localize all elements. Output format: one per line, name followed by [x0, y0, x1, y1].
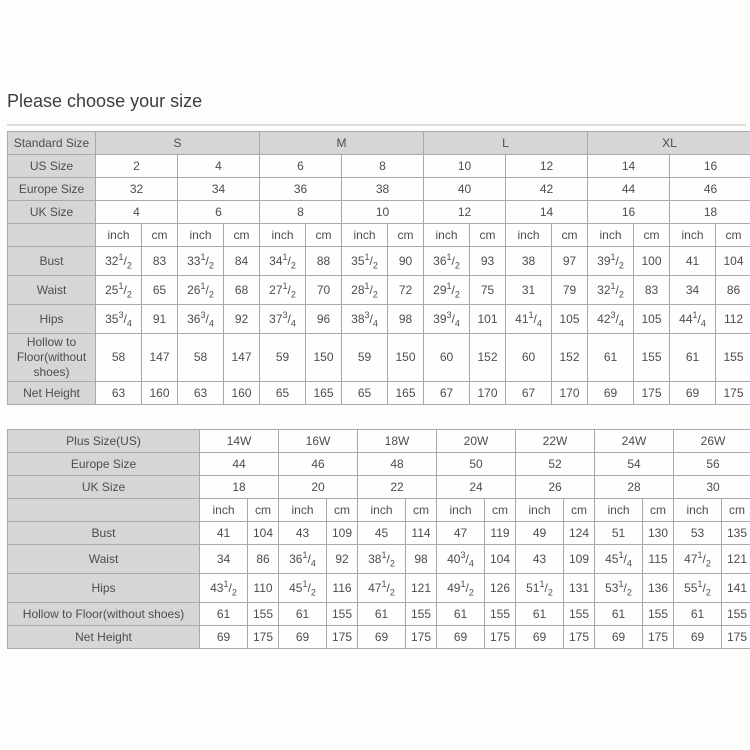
- size-cell: 20W: [437, 430, 516, 453]
- value-cell: 155: [634, 334, 670, 382]
- measure-row: [8, 247, 750, 276]
- size-cell: 12: [424, 201, 506, 224]
- value-cell: 131: [564, 574, 595, 603]
- size-row: [8, 430, 750, 453]
- value-cell: 38: [506, 247, 552, 276]
- value-cell: 58: [96, 334, 142, 382]
- value-cell: 92: [327, 545, 358, 574]
- plus-size-table: [7, 429, 750, 649]
- value-cell: $37^3/_4$: [260, 305, 306, 334]
- value-cell: $41^1/_4$: [506, 305, 552, 334]
- value-cell: 160: [224, 382, 260, 405]
- value-cell: 93: [470, 247, 506, 276]
- value-cell: $42^3/_4$: [588, 305, 634, 334]
- size-cell: 28: [595, 476, 674, 499]
- value-cell: $36^1/_2$: [424, 247, 470, 276]
- value-cell: 105: [552, 305, 588, 334]
- value-cell: 150: [306, 334, 342, 382]
- value-cell: $38^3/_4$: [342, 305, 388, 334]
- size-cell: 14: [506, 201, 588, 224]
- unit-cell: cm: [716, 224, 750, 247]
- size-cell: 48: [358, 453, 437, 476]
- value-cell: 150: [388, 334, 424, 382]
- value-cell: 86: [248, 545, 279, 574]
- value-cell: 41: [670, 247, 716, 276]
- size-cell: 16W: [279, 430, 358, 453]
- value-cell: 175: [485, 626, 516, 649]
- value-cell: $35^1/_2$: [342, 247, 388, 276]
- size-cell: 36: [260, 178, 342, 201]
- value-cell: 165: [388, 382, 424, 405]
- value-cell: 155: [643, 603, 674, 626]
- value-cell: 92: [224, 305, 260, 334]
- value-cell: $43^1/_2$: [200, 574, 248, 603]
- value-cell: 114: [406, 522, 437, 545]
- measure-row: [8, 276, 750, 305]
- value-cell: 175: [716, 382, 750, 405]
- value-cell: 105: [634, 305, 670, 334]
- value-cell: 61: [670, 334, 716, 382]
- value-cell: 152: [552, 334, 588, 382]
- value-cell: 155: [327, 603, 358, 626]
- value-cell: 69: [670, 382, 716, 405]
- standard-size-table: [7, 131, 750, 405]
- size-cell: 10: [424, 155, 506, 178]
- value-cell: 53: [674, 522, 722, 545]
- value-cell: 98: [388, 305, 424, 334]
- unit-cell: cm: [142, 224, 178, 247]
- size-cell: 34: [178, 178, 260, 201]
- size-cell: 18: [670, 201, 750, 224]
- value-cell: $45^1/_2$: [279, 574, 327, 603]
- value-cell: 104: [248, 522, 279, 545]
- value-cell: 69: [516, 626, 564, 649]
- value-cell: 152: [470, 334, 506, 382]
- value-cell: $38^1/_2$: [358, 545, 406, 574]
- measure-row: [8, 522, 750, 545]
- row-label: UK Size: [8, 201, 96, 224]
- value-cell: 68: [224, 276, 260, 305]
- size-cell: 44: [588, 178, 670, 201]
- size-group-cell: XL: [588, 132, 750, 155]
- value-cell: 47: [437, 522, 485, 545]
- unit-cell: inch: [200, 499, 248, 522]
- value-cell: 175: [406, 626, 437, 649]
- value-cell: $45^1/_4$: [595, 545, 643, 574]
- page-title: Please choose your size: [7, 91, 203, 111]
- size-cell: 16: [670, 155, 750, 178]
- value-cell: 97: [552, 247, 588, 276]
- unit-cell: inch: [588, 224, 634, 247]
- value-cell: 88: [306, 247, 342, 276]
- value-cell: 109: [564, 545, 595, 574]
- value-cell: 61: [595, 603, 643, 626]
- unit-cell: inch: [178, 224, 224, 247]
- row-label: US Size: [8, 155, 96, 178]
- value-cell: 116: [327, 574, 358, 603]
- unit-cell: cm: [634, 224, 670, 247]
- value-cell: 59: [260, 334, 306, 382]
- unit-cell: cm: [327, 499, 358, 522]
- unit-row-label: [8, 499, 200, 522]
- unit-cell: inch: [260, 224, 306, 247]
- value-cell: 69: [437, 626, 485, 649]
- value-cell: 112: [716, 305, 750, 334]
- measure-row: [8, 334, 750, 382]
- measure-row: [8, 626, 750, 649]
- row-label: Hollow to Floor(without shoes): [8, 603, 200, 626]
- row-label: UK Size: [8, 476, 200, 499]
- value-cell: 49: [516, 522, 564, 545]
- value-cell: 69: [588, 382, 634, 405]
- value-cell: 155: [722, 603, 750, 626]
- size-group-header-row: [8, 132, 750, 155]
- value-cell: $51^1/_2$: [516, 574, 564, 603]
- measure-row: [8, 382, 750, 405]
- value-cell: $33^1/_2$: [178, 247, 224, 276]
- size-group-cell: S: [96, 132, 260, 155]
- size-cell: 20: [279, 476, 358, 499]
- unit-cell: inch: [595, 499, 643, 522]
- value-cell: 45: [358, 522, 406, 545]
- size-row: [8, 476, 750, 499]
- value-cell: 59: [342, 334, 388, 382]
- value-cell: 69: [200, 626, 248, 649]
- row-label: Plus Size(US): [8, 430, 200, 453]
- value-cell: 155: [564, 603, 595, 626]
- size-cell: 22: [358, 476, 437, 499]
- size-cell: 40: [424, 178, 506, 201]
- value-cell: $36^1/_4$: [279, 545, 327, 574]
- value-cell: 69: [358, 626, 406, 649]
- unit-cell: inch: [506, 224, 552, 247]
- value-cell: 63: [178, 382, 224, 405]
- value-cell: 65: [342, 382, 388, 405]
- size-cell: 4: [96, 201, 178, 224]
- value-cell: 101: [470, 305, 506, 334]
- value-cell: 86: [716, 276, 750, 305]
- size-cell: 26: [516, 476, 595, 499]
- value-cell: 130: [643, 522, 674, 545]
- value-cell: 43: [516, 545, 564, 574]
- value-cell: $39^1/_2$: [588, 247, 634, 276]
- value-cell: $49^1/_2$: [437, 574, 485, 603]
- size-cell: 12: [506, 155, 588, 178]
- value-cell: 65: [142, 276, 178, 305]
- value-cell: 67: [506, 382, 552, 405]
- size-cell: 14W: [200, 430, 279, 453]
- size-cell: 16: [588, 201, 670, 224]
- row-label: Europe Size: [8, 178, 96, 201]
- unit-header-row: [8, 224, 750, 247]
- size-row: [8, 155, 750, 178]
- value-cell: $39^3/_4$: [424, 305, 470, 334]
- size-cell: 18W: [358, 430, 437, 453]
- value-cell: 90: [388, 247, 424, 276]
- unit-cell: cm: [470, 224, 506, 247]
- size-cell: 24W: [595, 430, 674, 453]
- value-cell: 110: [248, 574, 279, 603]
- value-cell: 63: [96, 382, 142, 405]
- size-cell: 22W: [516, 430, 595, 453]
- value-cell: $36^3/_4$: [178, 305, 224, 334]
- value-cell: 175: [327, 626, 358, 649]
- value-cell: 175: [564, 626, 595, 649]
- value-cell: 141: [722, 574, 750, 603]
- value-cell: 136: [643, 574, 674, 603]
- value-cell: 121: [406, 574, 437, 603]
- value-cell: $40^3/_4$: [437, 545, 485, 574]
- size-cell: 10: [342, 201, 424, 224]
- size-cell: 18: [200, 476, 279, 499]
- unit-cell: cm: [564, 499, 595, 522]
- value-cell: 119: [485, 522, 516, 545]
- value-cell: 51: [595, 522, 643, 545]
- unit-cell: inch: [424, 224, 470, 247]
- unit-cell: inch: [96, 224, 142, 247]
- value-cell: 147: [142, 334, 178, 382]
- size-cell: 56: [674, 453, 750, 476]
- unit-cell: inch: [674, 499, 722, 522]
- value-cell: 175: [643, 626, 674, 649]
- value-cell: 155: [406, 603, 437, 626]
- size-cell: 30: [674, 476, 750, 499]
- value-cell: 155: [248, 603, 279, 626]
- value-cell: $32^1/_2$: [588, 276, 634, 305]
- value-cell: 65: [260, 382, 306, 405]
- size-cell: 42: [506, 178, 588, 201]
- row-label: Bust: [8, 247, 96, 276]
- value-cell: 60: [424, 334, 470, 382]
- row-label: Europe Size: [8, 453, 200, 476]
- value-cell: 43: [279, 522, 327, 545]
- unit-cell: cm: [406, 499, 437, 522]
- value-cell: 69: [595, 626, 643, 649]
- value-cell: 109: [327, 522, 358, 545]
- size-cell: 14: [588, 155, 670, 178]
- value-cell: 170: [470, 382, 506, 405]
- value-cell: 84: [224, 247, 260, 276]
- value-cell: 83: [142, 247, 178, 276]
- value-cell: 91: [142, 305, 178, 334]
- size-group-cell: L: [424, 132, 588, 155]
- unit-cell: inch: [670, 224, 716, 247]
- value-cell: 69: [279, 626, 327, 649]
- value-cell: $26^1/_2$: [178, 276, 224, 305]
- size-cell: 26W: [674, 430, 750, 453]
- size-cell: 2: [96, 155, 178, 178]
- value-cell: 60: [506, 334, 552, 382]
- unit-cell: cm: [552, 224, 588, 247]
- value-cell: $47^1/_2$: [358, 574, 406, 603]
- value-cell: $44^1/_4$: [670, 305, 716, 334]
- size-cell: 24: [437, 476, 516, 499]
- size-row: [8, 178, 750, 201]
- value-cell: 155: [716, 334, 750, 382]
- size-group-label: Standard Size: [8, 132, 96, 155]
- value-cell: $47^1/_2$: [674, 545, 722, 574]
- row-label: Hips: [8, 574, 200, 603]
- value-cell: $29^1/_2$: [424, 276, 470, 305]
- size-row: [8, 201, 750, 224]
- value-cell: 83: [634, 276, 670, 305]
- measure-row: [8, 545, 750, 574]
- measure-row: [8, 305, 750, 334]
- row-label: Hollow to Floor(without shoes): [8, 334, 96, 382]
- value-cell: 58: [178, 334, 224, 382]
- value-cell: 75: [470, 276, 506, 305]
- unit-cell: inch: [342, 224, 388, 247]
- size-cell: 6: [260, 155, 342, 178]
- value-cell: 61: [516, 603, 564, 626]
- value-cell: 34: [670, 276, 716, 305]
- value-cell: $35^3/_4$: [96, 305, 142, 334]
- value-cell: $32^1/_2$: [96, 247, 142, 276]
- unit-header-row: [8, 499, 750, 522]
- size-cell: 8: [342, 155, 424, 178]
- value-cell: 104: [716, 247, 750, 276]
- row-label: Waist: [8, 276, 96, 305]
- size-cell: 32: [96, 178, 178, 201]
- value-cell: $25^1/_2$: [96, 276, 142, 305]
- unit-cell: inch: [358, 499, 406, 522]
- value-cell: 61: [200, 603, 248, 626]
- row-label: Net Height: [8, 626, 200, 649]
- measure-row: [8, 603, 750, 626]
- size-cell: 46: [670, 178, 750, 201]
- row-label: Hips: [8, 305, 96, 334]
- value-cell: 79: [552, 276, 588, 305]
- size-cell: 44: [200, 453, 279, 476]
- value-cell: 170: [552, 382, 588, 405]
- size-cell: 50: [437, 453, 516, 476]
- unit-cell: inch: [516, 499, 564, 522]
- unit-cell: cm: [306, 224, 342, 247]
- value-cell: $55^1/_2$: [674, 574, 722, 603]
- unit-cell: cm: [248, 499, 279, 522]
- value-cell: 124: [564, 522, 595, 545]
- value-cell: 175: [248, 626, 279, 649]
- value-cell: 61: [358, 603, 406, 626]
- unit-cell: inch: [279, 499, 327, 522]
- value-cell: 31: [506, 276, 552, 305]
- value-cell: 100: [634, 247, 670, 276]
- row-label: Waist: [8, 545, 200, 574]
- value-cell: 67: [424, 382, 470, 405]
- value-cell: 121: [722, 545, 750, 574]
- size-cell: 52: [516, 453, 595, 476]
- value-cell: 61: [674, 603, 722, 626]
- value-cell: $27^1/_2$: [260, 276, 306, 305]
- measure-row: [8, 574, 750, 603]
- size-cell: 4: [178, 155, 260, 178]
- size-cell: 46: [279, 453, 358, 476]
- value-cell: 70: [306, 276, 342, 305]
- unit-row-label: [8, 224, 96, 247]
- unit-cell: cm: [485, 499, 516, 522]
- value-cell: $53^1/_2$: [595, 574, 643, 603]
- value-cell: 98: [406, 545, 437, 574]
- value-cell: 41: [200, 522, 248, 545]
- value-cell: 61: [437, 603, 485, 626]
- value-cell: 126: [485, 574, 516, 603]
- row-label: Bust: [8, 522, 200, 545]
- value-cell: 34: [200, 545, 248, 574]
- row-label: Net Height: [8, 382, 96, 405]
- value-cell: 175: [634, 382, 670, 405]
- value-cell: 135: [722, 522, 750, 545]
- value-cell: 104: [485, 545, 516, 574]
- value-cell: 72: [388, 276, 424, 305]
- unit-cell: cm: [224, 224, 260, 247]
- value-cell: $34^1/_2$: [260, 247, 306, 276]
- title-divider: [7, 124, 746, 126]
- size-cell: 38: [342, 178, 424, 201]
- value-cell: 160: [142, 382, 178, 405]
- unit-cell: cm: [722, 499, 750, 522]
- unit-cell: inch: [437, 499, 485, 522]
- unit-cell: cm: [388, 224, 424, 247]
- size-cell: 8: [260, 201, 342, 224]
- value-cell: 61: [279, 603, 327, 626]
- value-cell: 96: [306, 305, 342, 334]
- value-cell: 147: [224, 334, 260, 382]
- size-cell: 6: [178, 201, 260, 224]
- size-row: [8, 453, 750, 476]
- unit-cell: cm: [643, 499, 674, 522]
- size-group-cell: M: [260, 132, 424, 155]
- value-cell: 175: [722, 626, 750, 649]
- value-cell: 155: [485, 603, 516, 626]
- value-cell: 115: [643, 545, 674, 574]
- size-cell: 54: [595, 453, 674, 476]
- value-cell: 165: [306, 382, 342, 405]
- value-cell: 61: [588, 334, 634, 382]
- value-cell: $28^1/_2$: [342, 276, 388, 305]
- value-cell: 69: [674, 626, 722, 649]
